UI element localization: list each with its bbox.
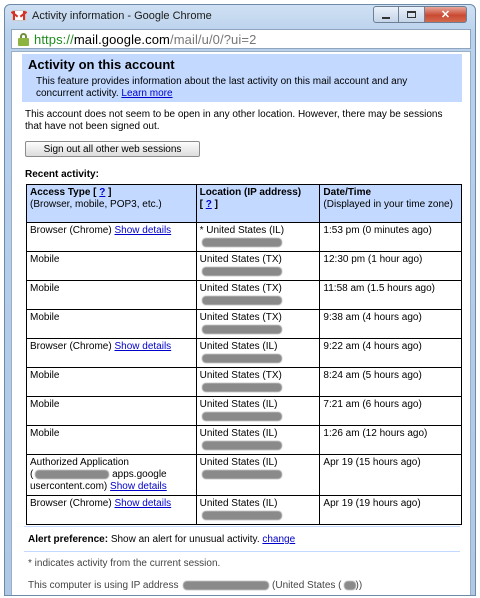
time-cell: 9:22 am (4 hours ago) xyxy=(320,339,462,368)
divider xyxy=(24,551,460,552)
time-cell: 11:58 am (1.5 hours ago) xyxy=(320,281,462,310)
redacted-ip xyxy=(202,441,282,450)
alert-preference: Alert preference: Show an alert for unusual activity. change xyxy=(28,534,296,545)
redacted-ip xyxy=(202,412,282,421)
redacted-ip xyxy=(202,470,282,479)
access-cell: Browser (Chrome) Show details xyxy=(27,339,197,368)
location-cell: United States (IL) xyxy=(196,496,320,525)
redacted-state xyxy=(344,581,356,590)
browser-window xyxy=(4,4,476,596)
redacted-ip xyxy=(183,581,269,590)
location-cell: United States (IL) xyxy=(196,339,320,368)
activity-header xyxy=(22,54,462,102)
maximize-button[interactable] xyxy=(399,6,425,23)
access-cell: Authorized Application ( apps.google usercontent.com) Show details xyxy=(27,455,197,496)
time-cell: Apr 19 (19 hours ago) xyxy=(320,496,462,525)
table-row xyxy=(27,397,462,426)
access-cell: Mobile xyxy=(27,281,197,310)
time-cell: 1:53 pm (0 minutes ago) xyxy=(320,223,462,252)
header-datetime: Date/Time (Displayed in your time zone) xyxy=(320,185,462,223)
redacted-ip xyxy=(202,267,282,276)
lock-icon xyxy=(18,33,29,46)
activity-table xyxy=(26,184,462,525)
time-cell: 9:38 am (4 hours ago) xyxy=(320,310,462,339)
access-cell: Mobile xyxy=(27,397,197,426)
minimize-button[interactable] xyxy=(373,6,399,23)
time-cell: 1:26 am (12 hours ago) xyxy=(320,426,462,455)
title-bar[interactable] xyxy=(5,5,475,27)
minimize-icon xyxy=(382,17,390,19)
time-cell: 7:21 am (6 hours ago) xyxy=(320,397,462,426)
current-ip-line: This computer is using IP address (United States ( )) xyxy=(28,580,363,591)
redacted-app-id xyxy=(35,470,109,479)
sign-out-sessions-button[interactable]: Sign out all other web sessions xyxy=(25,141,200,157)
access-cell: Mobile xyxy=(27,252,197,281)
maximize-icon xyxy=(407,11,416,18)
redacted-ip xyxy=(202,354,282,363)
location-cell: * United States (IL) xyxy=(196,223,320,252)
access-type-help-link[interactable]: ? xyxy=(99,187,106,198)
show-details-link[interactable]: Show details xyxy=(114,498,172,509)
session-note: This account does not seem to be open in any other location. However, there may be sessions that have not been signed out. xyxy=(25,109,443,132)
time-cell: Apr 19 (15 hours ago) xyxy=(320,455,462,496)
access-cell: Browser (Chrome) Show details xyxy=(27,496,197,525)
time-cell: 12:30 pm (1 hour ago) xyxy=(320,252,462,281)
show-details-link[interactable]: Show details xyxy=(114,225,172,236)
address-bar[interactable] xyxy=(11,29,471,49)
redacted-ip xyxy=(202,296,282,305)
page-content xyxy=(11,51,471,596)
redacted-ip xyxy=(202,383,282,392)
header-access-type: Access Type [ ? ] (Browser, mobile, POP3, etc.) xyxy=(27,185,197,223)
close-icon: ✕ xyxy=(440,9,451,21)
table-row xyxy=(27,281,462,310)
table-row xyxy=(27,310,462,339)
url-text: https://mail.google.com/mail/u/0/?ui=2 xyxy=(34,32,257,47)
location-cell: United States (TX) xyxy=(196,310,320,339)
table-row xyxy=(27,496,462,525)
close-button[interactable] xyxy=(425,6,467,23)
window-controls xyxy=(373,6,467,23)
header-description: This feature provides information about the last activity on this mail account and any concurrent activity. Learn more xyxy=(36,76,408,99)
learn-more-link[interactable]: Learn more xyxy=(121,88,173,99)
divider xyxy=(24,526,460,527)
location-cell: United States (IL) xyxy=(196,397,320,426)
table-row xyxy=(27,252,462,281)
recent-activity-label: Recent activity: xyxy=(25,169,99,180)
access-cell: Mobile xyxy=(27,310,197,339)
time-cell: 8:24 am (5 hours ago) xyxy=(320,368,462,397)
table-row xyxy=(27,426,462,455)
table-row xyxy=(27,223,462,252)
location-cell: United States (IL) xyxy=(196,426,320,455)
show-details-link[interactable]: Show details xyxy=(114,341,172,352)
change-alert-link[interactable]: change xyxy=(262,534,296,545)
location-cell: United States (IL) xyxy=(196,455,320,496)
show-details-link[interactable]: Show details xyxy=(110,481,167,492)
redacted-ip xyxy=(202,325,282,334)
access-cell: Browser (Chrome) Show details xyxy=(27,223,197,252)
window-title: Activity information - Google Chrome xyxy=(32,10,212,22)
table-row xyxy=(27,455,462,496)
header-location: Location (IP address) [ ? ] xyxy=(196,185,320,223)
redacted-ip xyxy=(202,511,282,520)
location-cell: United States (TX) xyxy=(196,281,320,310)
page-title: Activity on this account xyxy=(28,57,175,72)
access-cell: Mobile xyxy=(27,368,197,397)
table-row xyxy=(27,339,462,368)
redacted-ip xyxy=(202,238,282,247)
current-session-footnote: * indicates activity from the current session. xyxy=(28,558,221,569)
gmail-icon xyxy=(12,10,26,21)
table-row xyxy=(27,368,462,397)
location-help-link[interactable]: ? xyxy=(205,199,212,210)
location-cell: United States (TX) xyxy=(196,252,320,281)
access-cell: Mobile xyxy=(27,426,197,455)
location-cell: United States (TX) xyxy=(196,368,320,397)
